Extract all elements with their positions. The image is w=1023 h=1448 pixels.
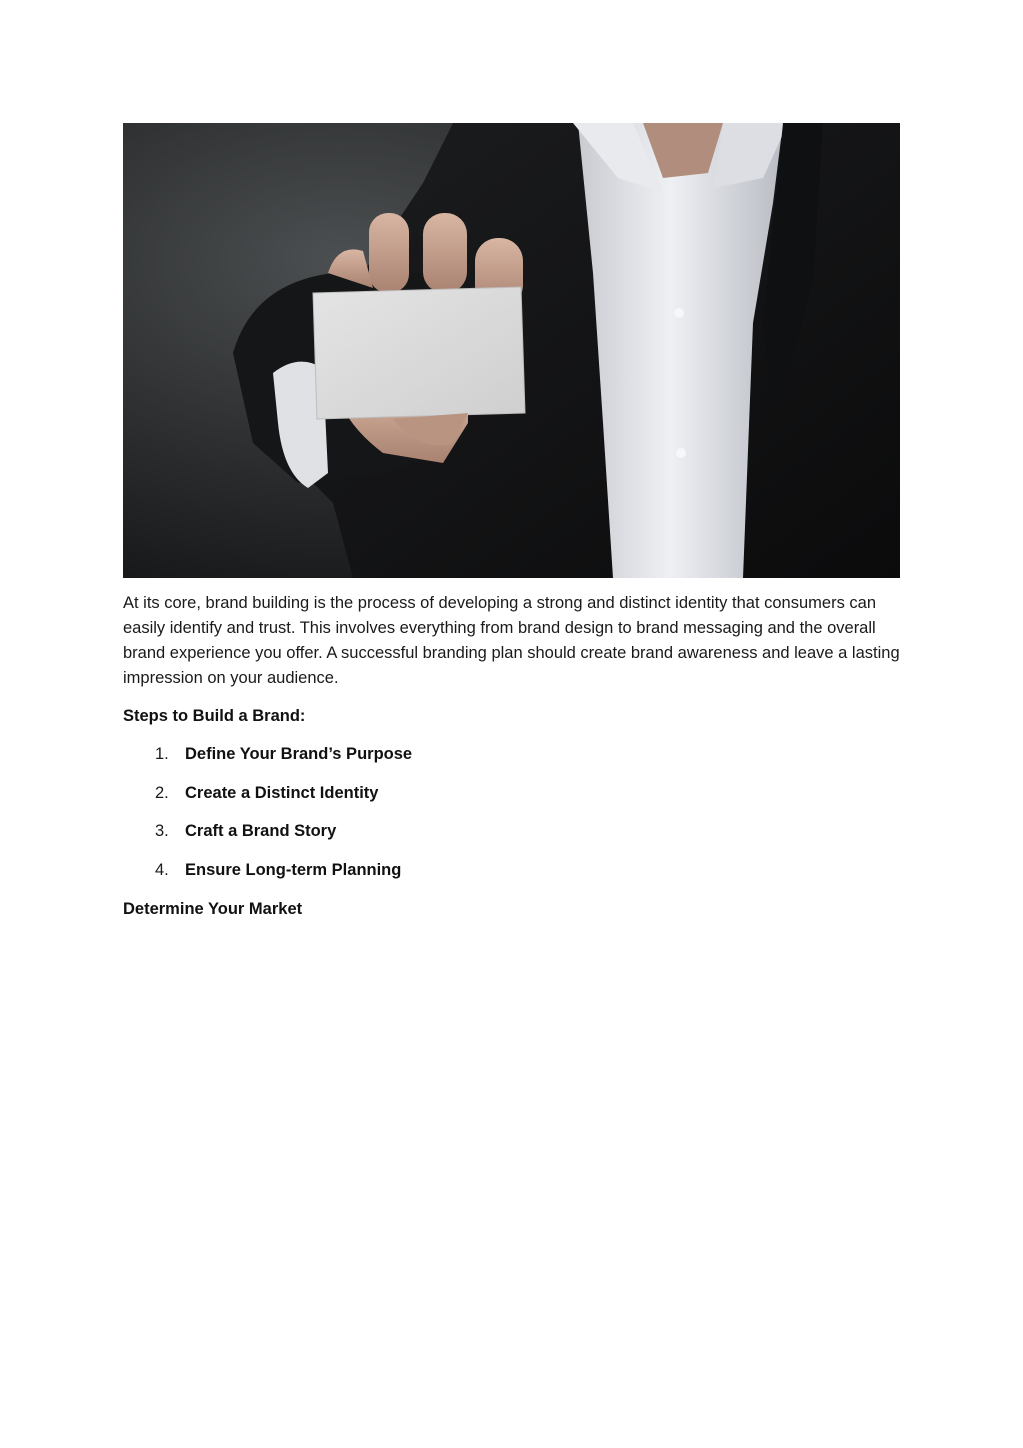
list-item-label: Create a Distinct Identity xyxy=(185,783,379,802)
list-item xyxy=(123,819,900,844)
steps-heading: Steps to Build a Brand: xyxy=(123,707,306,725)
list-item-label: Define Your Brand’s Purpose xyxy=(185,745,413,763)
market-heading: Determine Your Market xyxy=(123,899,303,918)
list-item-number: 1. xyxy=(155,745,169,763)
list-item xyxy=(123,742,900,767)
business-card-photo xyxy=(123,123,900,578)
list-item-number: 3. xyxy=(155,822,169,841)
list-item-number: 2. xyxy=(155,783,169,802)
list-item-number: 4. xyxy=(155,861,169,880)
list-item-label: Ensure Long-term Planning xyxy=(185,861,402,880)
list-item-label: Craft a Brand Story xyxy=(185,822,337,841)
steps-list xyxy=(123,742,900,883)
intro-paragraph: At its core, brand building is the process of developing a strong and distinct identity that consumers can easily identify and trust. This involves everything from brand design to brand messaging and the overall brand experience you offer. A successful branding plan should create brand awareness and leave a lasting impression on your audience. xyxy=(123,594,900,687)
list-item xyxy=(123,858,900,883)
article-content xyxy=(123,591,900,922)
list-item xyxy=(123,781,900,806)
